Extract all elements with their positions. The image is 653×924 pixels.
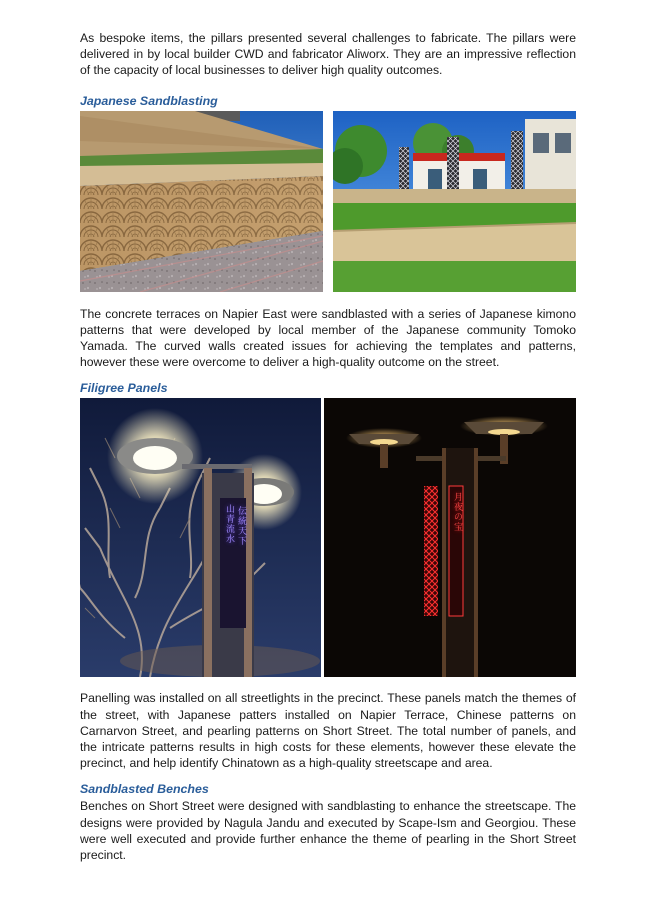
sandblasting-paragraph: The concrete terraces on Napier East were sandblasted with a series of Japanese kimono patterns that were developed by local member of the Japanese community Tomoko Yamada. The curved walls created issues for achieving the templates and patterns, however these were overcome to deliver a high-quality outcome on the street. <box>80 306 576 370</box>
photo-street-pillars <box>333 111 576 292</box>
heading-filigree-panels: Filigree Panels <box>80 381 168 396</box>
photo-streetlight-blue-panel <box>80 398 321 677</box>
panel-text-left-col1: 山青流水 <box>224 504 234 545</box>
filigree-paragraph: Panelling was installed on all streetlights in the precinct. These panels match the themes of the street, with Japanese patters installed on Napier Terrace, Chinese patterns on Carnarvon Street, and pearling patterns on Short Street. The total number of panels, and the intricate patterns results in high costs for these elements, however these elevate the precinct, and help identify Chinatown as a high-quality streetscape and area. <box>80 691 576 771</box>
document-page <box>80 30 576 863</box>
heading-sandblasted-benches: Sandblasted Benches <box>80 782 209 797</box>
benches-paragraph: Benches on Short Street were designed with sandblasting to enhance the streetscape. The designs were provided by Nagula Jandu and executed by Scape-Ism and Georgiou. These were well executed and provide further enhance the theme of pearling in the Short Street precinct. <box>80 799 576 863</box>
filigree-photo-row <box>80 398 576 677</box>
sandblasting-photo-row <box>80 111 576 292</box>
panel-text-left-col2: 伝統天下 <box>236 506 246 547</box>
photo-terrace-wall-closeup <box>80 111 323 292</box>
intro-paragraph: As bespoke items, the pillars presented several challenges to fabricate. The pillars were delivered in by local builder CWD and fabricator Aliworx. They are an impressive reflection of the capacity of local businesses to deliver high quality outcomes. <box>80 31 576 78</box>
heading-japanese-sandblasting: Japanese Sandblasting <box>80 93 218 108</box>
photo-streetlight-red-panel <box>324 398 576 677</box>
panel-text-right: 月夜の宝 <box>452 492 462 533</box>
